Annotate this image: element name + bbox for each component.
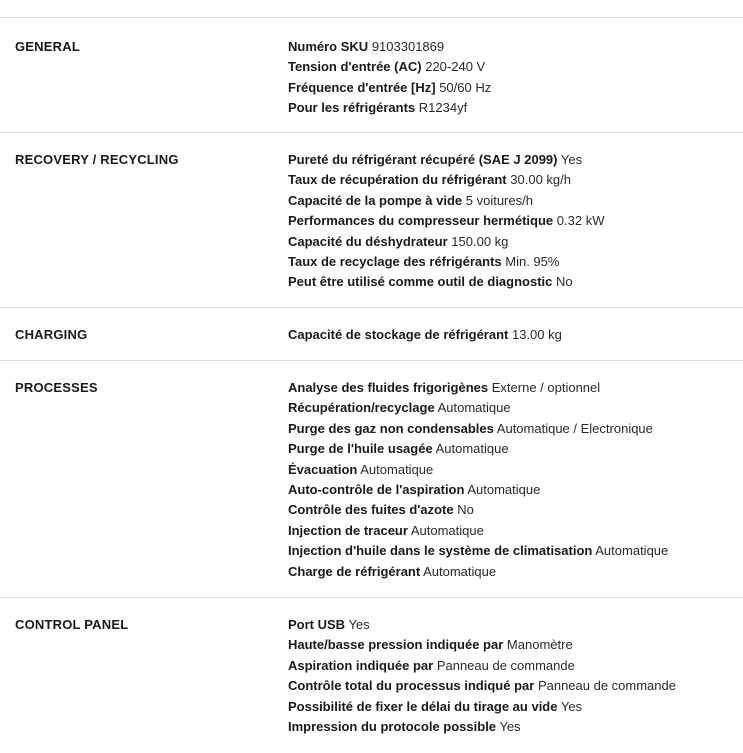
spec-value: Yes [560,698,583,714]
spec-label: Injection d'huile dans le système de climatisation [288,543,593,559]
section-title: CONTROL PANEL [15,617,129,632]
spec-row [288,398,743,418]
spec-row [288,676,743,696]
spec-row [288,191,743,211]
spec-row [288,37,743,57]
spec-row [288,419,743,439]
spec-label: Capacité de stockage de réfrigérant [288,327,509,342]
spec-value: Automatique [595,543,669,559]
section-rows [288,378,743,597]
spec-label: Numéro SKU [288,39,369,54]
spec-row [288,232,743,252]
spec-label: Évacuation [288,461,358,477]
spec-value: Min. 95% [505,254,560,270]
spec-row [288,500,743,520]
spec-value: No [457,502,474,518]
section-rows [288,615,743,752]
spec-value: Manomètre [506,637,573,653]
spec-value: 5 voitures/h [465,192,533,208]
spec-label: Aspiration indiquée par [288,657,434,673]
spec-row [288,635,743,655]
spec-row [288,252,743,272]
spec-label: Taux de récupération du réfrigérant [288,172,507,188]
section-title: PROCESSES [15,380,98,395]
spec-row [288,272,743,292]
spec-row [288,98,743,118]
spec-row [288,150,743,170]
spec-value: Panneau de commande [537,678,676,694]
spec-label: Possibilité de fixer le délai du tirage au vide [288,698,558,714]
spec-label: Impression du protocole possible [288,719,497,735]
spec-value: Automatique [423,563,497,579]
spec-row [288,717,743,737]
spec-row [288,697,743,717]
spec-row [288,439,743,459]
spec-label: Purge des gaz non condensables [288,420,494,436]
section-rows [288,37,743,132]
spec-label: Tension d'entrée (AC) [288,59,422,75]
spec-value: Automatique / Electronique [496,420,653,436]
spec-row [288,170,743,190]
section-rows [288,325,743,360]
spec-row [288,378,743,398]
spec-label: Performances du compresseur hermétique [288,213,554,229]
spec-value: 9103301869 [371,39,445,54]
spec-label: Capacité du déshydrateur [288,233,448,249]
spec-row [288,541,743,561]
spec-value: 0.32 kW [556,213,605,229]
spec-label: Auto-contrôle de l'aspiration [288,482,465,498]
spec-label: Contrôle total du processus indiqué par [288,678,535,694]
spec-value: Externe / optionnel [491,380,601,395]
spec-label: Port USB [288,617,346,632]
spec-value: 30.00 kg/h [510,172,571,188]
spec-label: Contrôle des fuites d'azote [288,502,454,518]
spec-value: Yes [499,719,521,735]
section-rows [288,150,743,307]
spec-label: Récupération/recyclage [288,400,435,416]
spec-value: Yes [560,152,583,167]
spec-label: Peut être utilisé comme outil de diagnostic [288,274,553,290]
spec-row [288,57,743,77]
spec-label: Charge de réfrigérant [288,563,421,579]
spec-value: Yes [348,617,370,632]
spec-row [288,211,743,231]
spec-label: Injection de traceur [288,522,408,538]
spec-value: Automatique [437,400,511,416]
spec-row [288,656,743,676]
spec-label: Taux de recyclage des réfrigérants [288,254,502,270]
spec-row [288,460,743,480]
spec-label: Pureté du réfrigérant récupéré (SAE J 2099) [288,152,558,167]
section-title: GENERAL [15,39,80,54]
spec-value: 50/60 Hz [439,79,492,95]
spec-row [288,325,743,345]
spec-value: 13.00 kg [511,327,562,342]
spec-value: R1234yf [418,100,468,116]
spec-row [288,562,743,582]
spec-value: 220-240 V [425,59,486,75]
spec-value: Automatique [435,441,509,457]
spec-row [288,78,743,98]
spec-label: Purge de l'huile usagée [288,441,433,457]
spec-label: Fréquence d'entrée [Hz] [288,79,436,95]
spec-row [288,480,743,500]
section-recovery-recycling [0,132,743,307]
section-charging [0,307,743,360]
spec-row [288,521,743,541]
spec-label: Analyse des fluides frigorigènes [288,380,489,395]
spec-value: Panneau de commande [436,657,575,673]
section-processes [0,360,743,597]
section-control-panel [0,597,743,752]
spec-label: Haute/basse pression indiquée par [288,637,504,653]
spec-value: Automatique [467,482,541,498]
spec-value: Automatique [360,461,434,477]
spec-label: Pour les réfrigérants [288,100,416,116]
section-title: RECOVERY / RECYCLING [15,152,179,167]
spec-label: Capacité de la pompe à vide [288,192,463,208]
specifications-table [0,17,743,752]
section-title: CHARGING [15,327,88,342]
spec-value: Automatique [410,522,484,538]
spec-row [288,615,743,635]
spec-value: No [556,274,573,290]
spec-value: 150.00 kg [451,233,509,249]
section-general [0,17,743,132]
